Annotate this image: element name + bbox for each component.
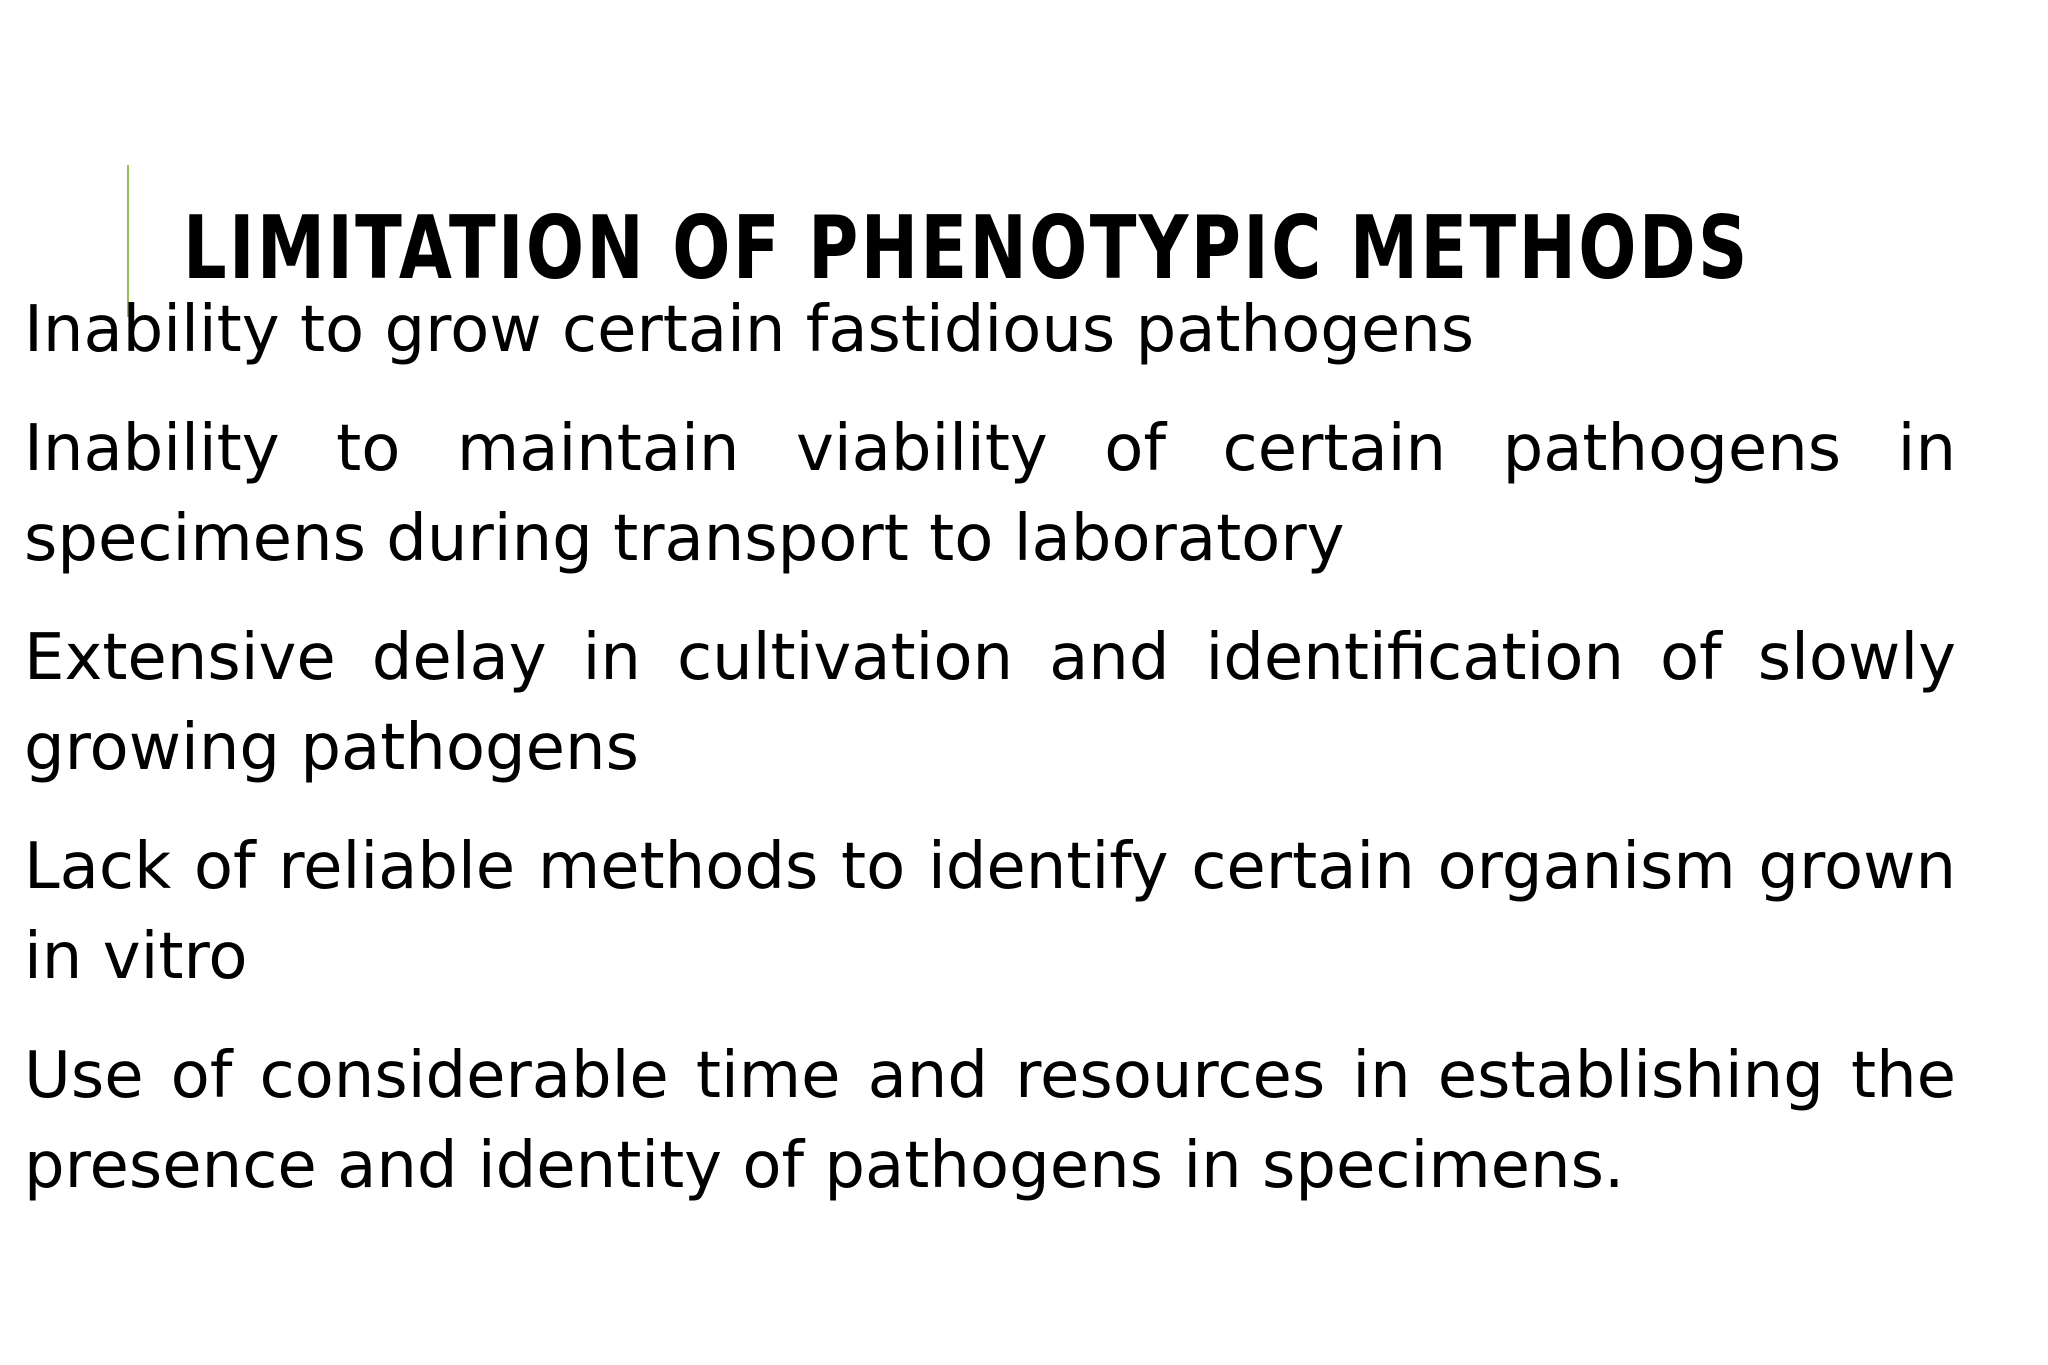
bullet-item: Inability to maintain viability of certain pathogens in specimens during transport to laboratory <box>24 412 1956 576</box>
slide-title: LIMITATION OF PHENOTYPIC METHODS <box>183 197 1750 299</box>
bullet-item: Use of considerable time and resources in establishing the presence and identity of pathogens in specimens. <box>24 1039 1956 1203</box>
bullet-list <box>24 285 1956 1240</box>
bullet-item: Extensive delay in cultivation and identification of slowly growing pathogens <box>24 621 1956 785</box>
bullet-item: Inability to grow certain fastidious pathogens <box>24 293 1475 367</box>
bullet-item: Lack of reliable methods to identify certain organism grown in vitro <box>24 830 1956 994</box>
